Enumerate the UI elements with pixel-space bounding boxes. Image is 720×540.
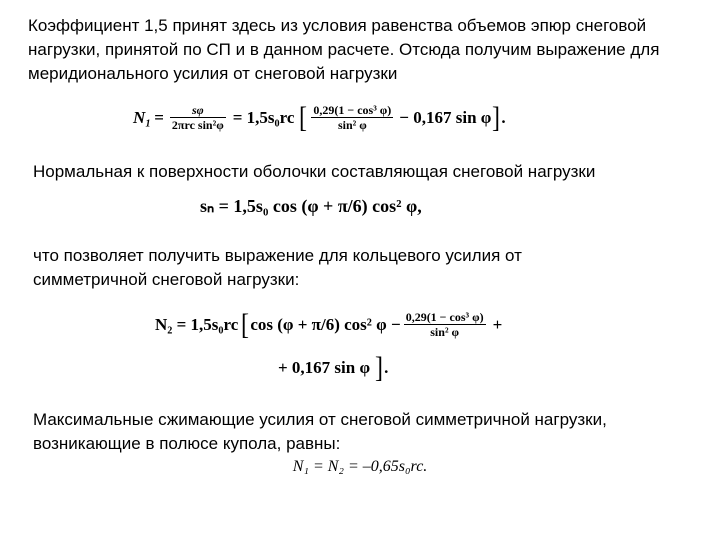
formula-n1-eq1: = <box>154 107 164 127</box>
formula-sn-text: sₙ = 1,5s₀ cos (φ + π/6) cos² φ, <box>200 196 422 216</box>
formula-n2-tail: + 0,167 sin φ <box>278 358 371 377</box>
fraction-numerator: 0,29(1 − cos³ φ) <box>313 103 392 117</box>
fraction-denominator: sin² φ <box>337 118 367 132</box>
fraction-numerator: sφ <box>191 103 204 117</box>
formula-n2-fraction <box>404 310 486 339</box>
formula-max-force-text: N₁ = N₂ = –0,65s₀rc. <box>292 458 428 475</box>
fraction-denominator: sin² φ <box>430 325 460 339</box>
fraction-denominator: 2πrc sin²φ <box>171 118 224 132</box>
formula-max-force <box>0 458 720 476</box>
formula-n1-fraction <box>170 103 226 132</box>
right-bracket: ] <box>492 100 501 134</box>
formula-n2-line2 <box>278 351 389 384</box>
right-bracket: ] <box>375 351 384 384</box>
formula-n1-eq2: = 1,5s₀rc <box>232 107 295 127</box>
formula-n1 <box>133 100 506 134</box>
formula-n2-cos-term: cos (φ + π/6) cos² φ − <box>250 314 401 334</box>
formula-n2-plus: + <box>492 314 503 334</box>
paragraph-normal-component: Нормальная к поверхности оболочки составляющая снеговой нагрузки <box>33 162 596 181</box>
fraction-numerator: 0,29(1 − cos³ φ) <box>405 310 484 324</box>
formula-n1-inner-fraction <box>311 103 393 132</box>
formula-n2-line1 <box>155 307 503 341</box>
formula-n1-end: . <box>501 107 506 127</box>
paragraph-meridional-intro: Коэффициент 1,5 принят здесь из условия равенства объемов эпюр снеговой нагрузки, принятой по СП и в данном расчете. Отсюда получим выражение для меридионального усилия от снеговой нагрузки <box>28 16 660 83</box>
paragraph-max-compression: Максимальные сжимающие усилия от снеговой симметричной нагрузки, возникающие в полюсе купола, равны: <box>33 410 607 453</box>
left-bracket: [ <box>299 100 308 134</box>
paragraph-ring-force: что позволяет получить выражение для кольцевого усилия от симметричной снеговой нагрузки: <box>33 246 522 289</box>
left-bracket: [ <box>241 307 250 341</box>
formula-n1-tail: − 0,167 sin φ <box>399 107 492 127</box>
formula-sn <box>200 196 422 217</box>
formula-n2-lhs: N₂ = 1,5s₀rc <box>155 314 239 334</box>
formula-n2-end: . <box>384 358 389 377</box>
formula-n1-lhs: N₁ <box>133 107 152 127</box>
